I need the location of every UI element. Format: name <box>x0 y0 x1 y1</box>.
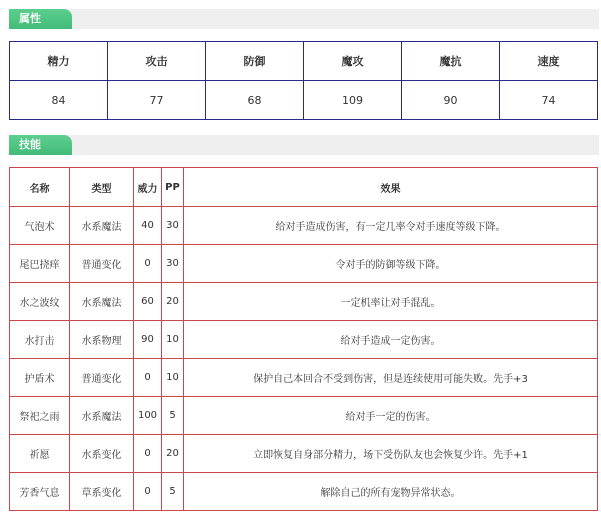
attr-value-attack: 77 <box>108 81 206 120</box>
skill-type: 水系魔法 <box>70 283 134 321</box>
skill-pp: 10 <box>162 359 184 397</box>
skill-effect: 给对手一定的伤害。 <box>184 397 598 435</box>
skill-type: 普通变化 <box>70 359 134 397</box>
skill-name: 芳香气息 <box>10 473 70 511</box>
attr-header-special-defense: 魔抗 <box>402 42 500 81</box>
section-header-bar <box>9 135 599 155</box>
skill-pp: 30 <box>162 245 184 283</box>
skill-power: 90 <box>134 321 162 359</box>
skill-effect: 给对手造成伤害，有一定几率令对手速度等级下降。 <box>184 207 598 245</box>
table-row <box>10 321 598 359</box>
skill-type: 草系变化 <box>70 473 134 511</box>
skill-pp: 10 <box>162 321 184 359</box>
skill-power: 40 <box>134 207 162 245</box>
attr-value-speed: 74 <box>500 81 598 120</box>
attributes-value-row <box>10 81 598 120</box>
skill-name: 祈愿 <box>10 435 70 473</box>
skill-header-name: 名称 <box>10 168 70 207</box>
table-row <box>10 283 598 321</box>
attr-value-defense: 68 <box>206 81 304 120</box>
skill-effect: 保护自己本回合不受到伤害，但是连续使用可能失败。先手+3 <box>184 359 598 397</box>
attr-header-speed: 速度 <box>500 42 598 81</box>
skill-power: 0 <box>134 359 162 397</box>
attr-value-stamina: 84 <box>10 81 108 120</box>
table-row <box>10 245 598 283</box>
skill-header-type: 类型 <box>70 168 134 207</box>
table-row <box>10 435 598 473</box>
skill-pp: 20 <box>162 435 184 473</box>
skills-header-row <box>10 168 598 207</box>
skills-section-header <box>9 135 599 155</box>
skill-name: 气泡术 <box>10 207 70 245</box>
skill-header-power: 威力 <box>134 168 162 207</box>
skill-pp: 5 <box>162 397 184 435</box>
attr-header-special-attack: 魔攻 <box>304 42 402 81</box>
skill-name: 祭祀之雨 <box>10 397 70 435</box>
skill-power: 0 <box>134 435 162 473</box>
skill-name: 水打击 <box>10 321 70 359</box>
table-row <box>10 397 598 435</box>
skill-type: 水系变化 <box>70 435 134 473</box>
skill-type: 水系物理 <box>70 321 134 359</box>
skills-table <box>9 167 598 511</box>
attr-header-stamina: 精力 <box>10 42 108 81</box>
skill-effect: 立即恢复自身部分精力，场下受伤队友也会恢复少许。先手+1 <box>184 435 598 473</box>
skill-header-effect: 效果 <box>184 168 598 207</box>
attributes-section-header <box>9 9 599 29</box>
attr-value-special-defense: 90 <box>402 81 500 120</box>
skill-effect: 给对手造成一定伤害。 <box>184 321 598 359</box>
attr-value-special-attack: 109 <box>304 81 402 120</box>
skill-name: 尾巴挠痒 <box>10 245 70 283</box>
section-header-bar <box>9 9 599 29</box>
skill-effect: 令对手的防御等级下降。 <box>184 245 598 283</box>
skill-effect: 一定机率让对手混乱。 <box>184 283 598 321</box>
skill-power: 0 <box>134 245 162 283</box>
skill-pp: 5 <box>162 473 184 511</box>
attributes-section-title: 属性 <box>9 9 72 29</box>
table-row <box>10 473 598 511</box>
skill-power: 100 <box>134 397 162 435</box>
skill-type: 普通变化 <box>70 245 134 283</box>
skill-pp: 20 <box>162 283 184 321</box>
table-row <box>10 207 598 245</box>
skills-section-title: 技能 <box>9 135 72 155</box>
skill-effect: 解除自己的所有宠物异常状态。 <box>184 473 598 511</box>
skill-type: 水系魔法 <box>70 397 134 435</box>
skill-type: 水系魔法 <box>70 207 134 245</box>
skill-name: 水之波纹 <box>10 283 70 321</box>
attributes-table <box>9 41 598 120</box>
attributes-header-row <box>10 42 598 81</box>
skill-name: 护盾术 <box>10 359 70 397</box>
attr-header-attack: 攻击 <box>108 42 206 81</box>
skill-power: 0 <box>134 473 162 511</box>
skill-power: 60 <box>134 283 162 321</box>
attr-header-defense: 防御 <box>206 42 304 81</box>
skill-header-pp: PP <box>162 168 184 207</box>
table-row <box>10 359 598 397</box>
skill-pp: 30 <box>162 207 184 245</box>
